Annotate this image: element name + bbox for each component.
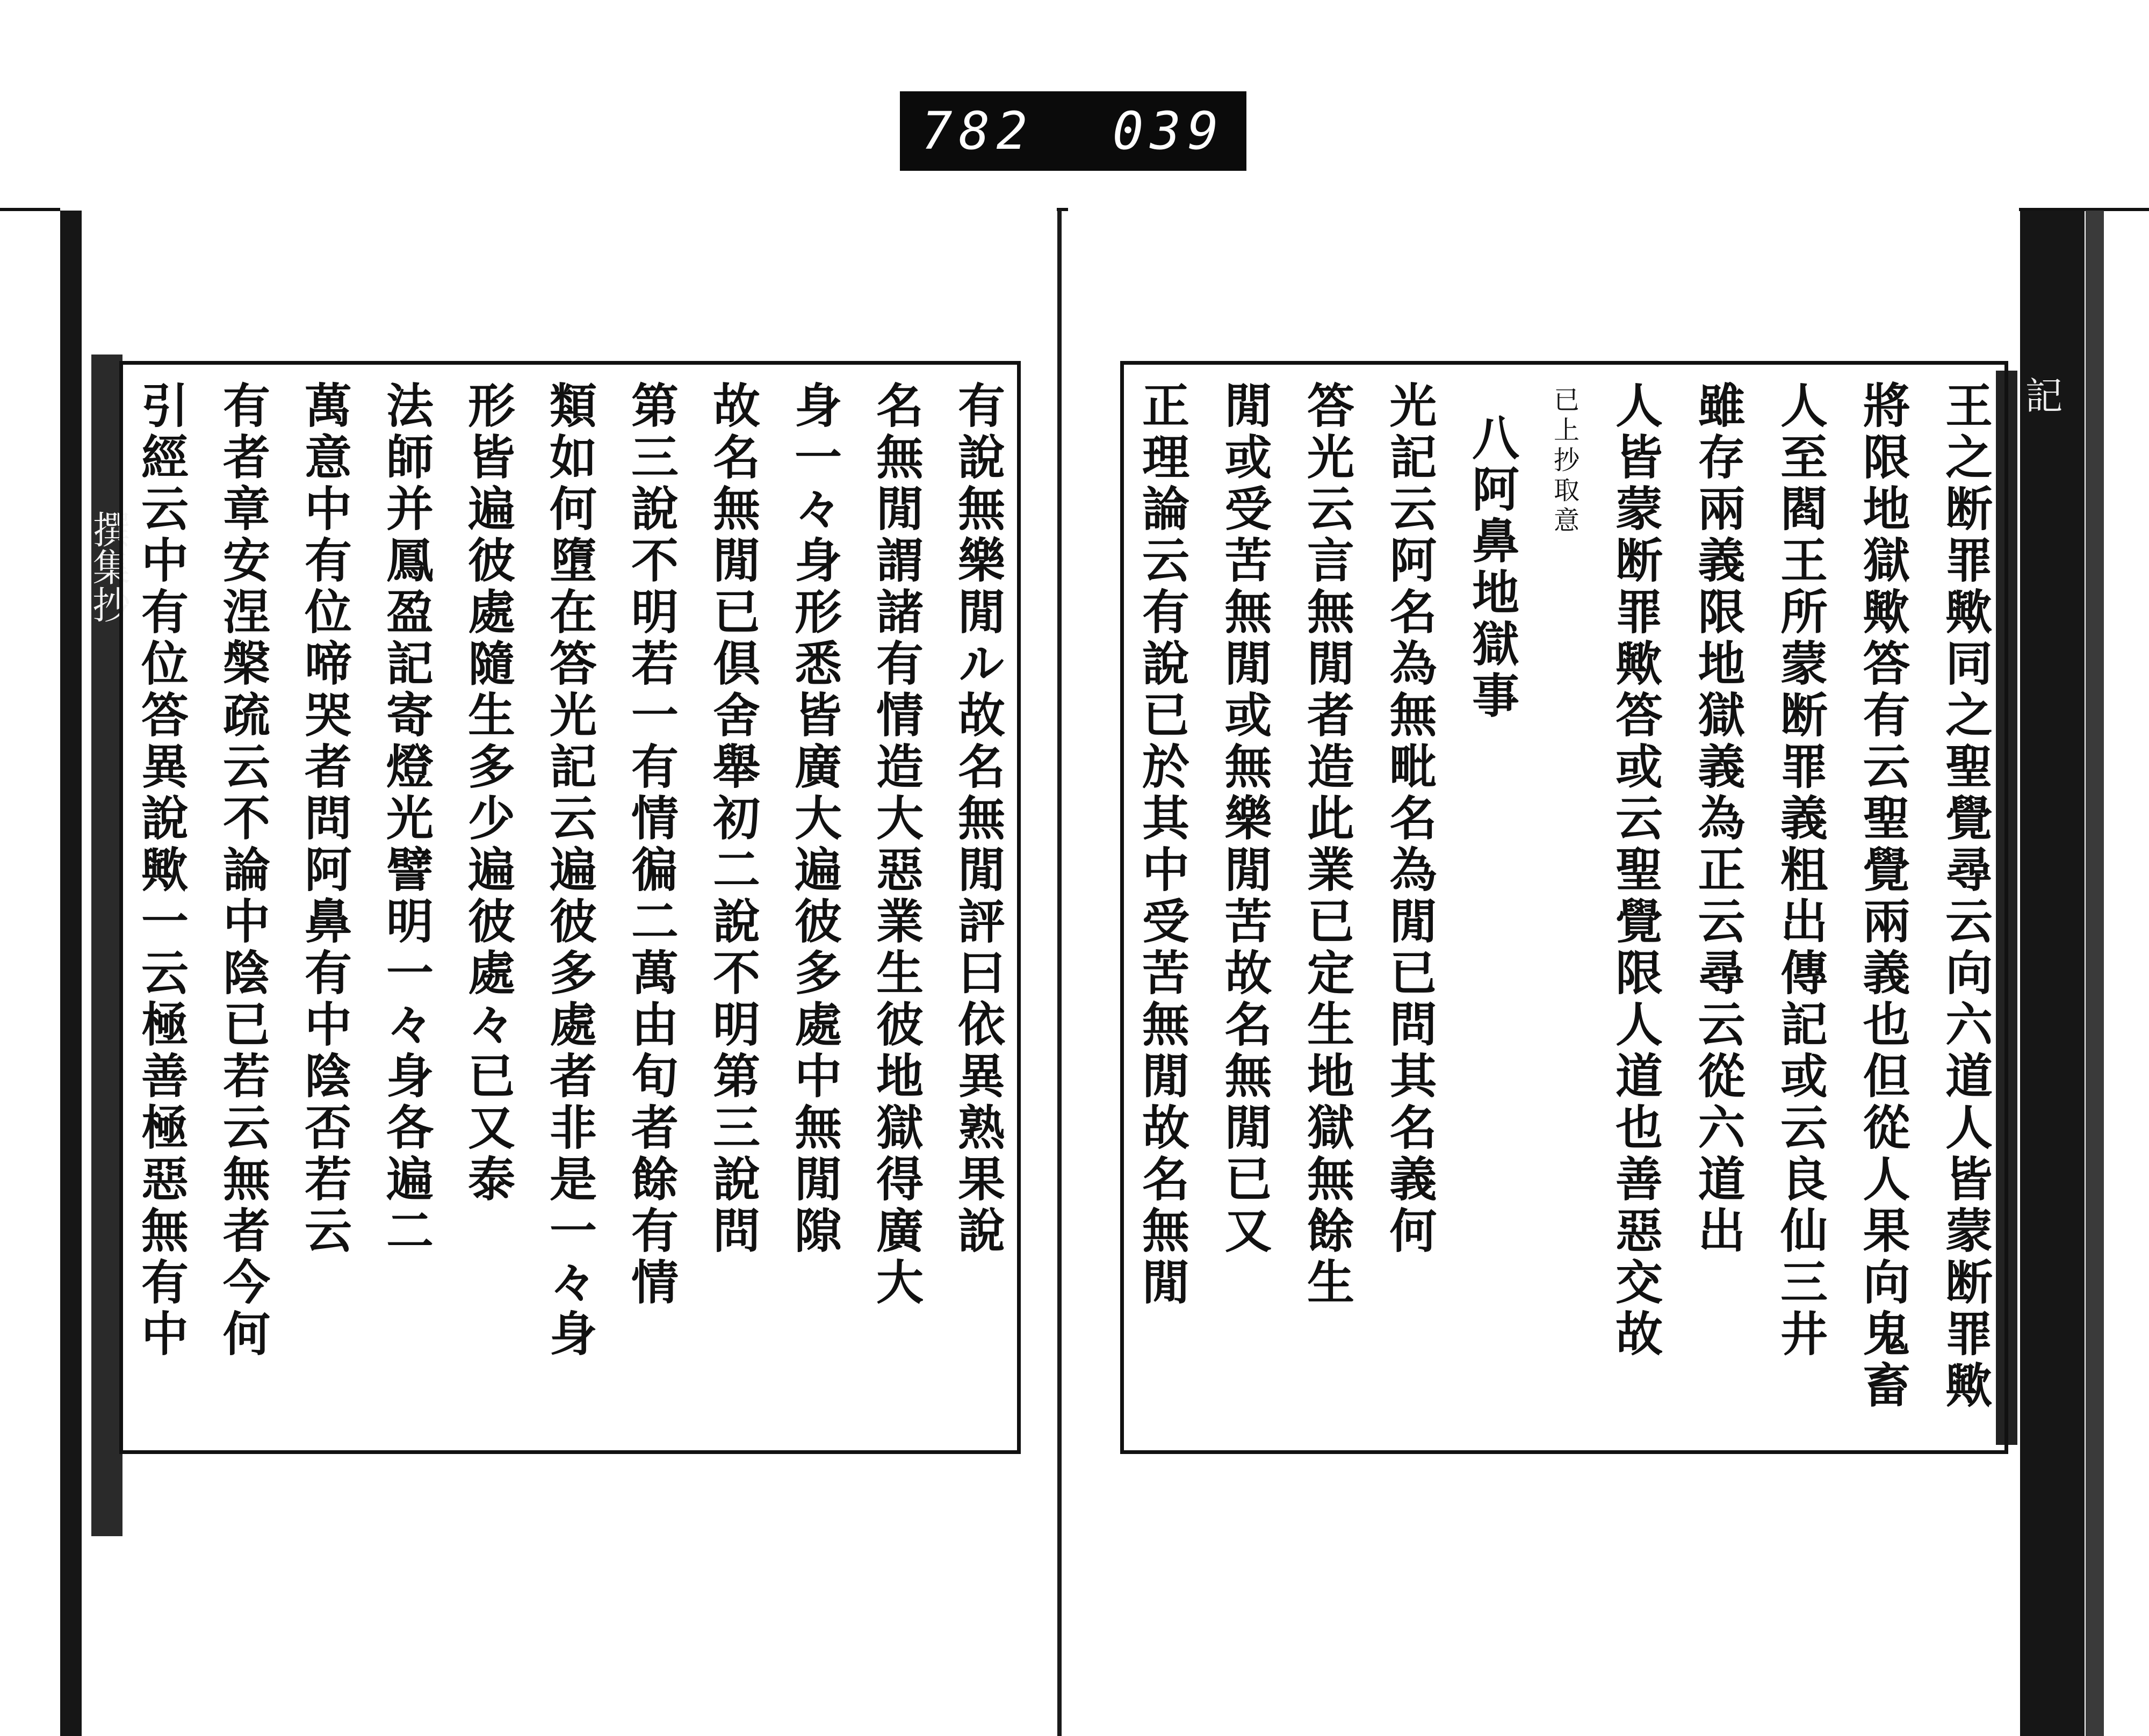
right-page-edge-stripe [2086, 211, 2104, 1736]
text-column: 正理論云有說已於其中受苦無閒故名無閒 [1135, 381, 1191, 1309]
section-heading: 八阿鼻地獄事 [1465, 413, 1520, 722]
film-label [900, 91, 1246, 171]
text-column: 有說無樂閒ル故名無閒評曰依異熟果說 [950, 381, 1006, 1257]
text-column: 萬意中有位啼哭者問阿鼻有中陰否若云 [297, 381, 353, 1257]
text-column: 有者章安涅槃疏云不論中陰已若云無者今何 [215, 381, 271, 1361]
text-column: 身一々身形悉皆廣大遍彼多處中無閒隙 [787, 381, 843, 1257]
text-column: 雖存兩義限地獄義為正云尋云從六道出 [1690, 381, 1747, 1257]
text-column: 引經云中有位答異說歟一云極善極惡無有中 [134, 381, 190, 1361]
text-column: 閒或受苦無閒或無樂閒苦故名無閒已又 [1217, 381, 1273, 1257]
right-page-edge [2020, 211, 2085, 1736]
text-column: 名無閒謂諸有情造大惡業生彼地獄得廣大 [869, 381, 925, 1309]
text-column: 人至閻王所蒙断罪義粗出傳記或云良仙三井 [1773, 381, 1829, 1361]
reel-number: 782 [921, 101, 1034, 161]
right-columns [1135, 381, 1994, 1434]
text-column: 答光云言無閒者造此業已定生地獄無餘生 [1300, 381, 1355, 1309]
text-column: 王之断罪歟同之聖覺尋云向六道人皆蒙断罪歟 [1938, 381, 1994, 1412]
text-column: 法師并鳳盈記寄燈光譬明一々身各遍二 [379, 381, 435, 1257]
text-column: 故名無閒已倶舍舉初二說不明第三說問 [705, 381, 761, 1257]
left-edge-text: 撰集抄 [86, 510, 131, 623]
frame-number: 039 [1112, 101, 1225, 161]
text-column: 第三說不明若一有情徧二萬由旬者餘有情 [624, 381, 680, 1309]
left-page-edge [60, 211, 82, 1736]
left-columns [134, 381, 1006, 1434]
text-column: 光記云阿名為無毗名為閒已問其名義何 [1382, 381, 1438, 1257]
left-text-block [119, 361, 1021, 1454]
right-edge-text: 記 [2019, 376, 2063, 414]
source-note: 已上抄取意 [1549, 386, 1580, 537]
text-column: 人皆蒙断罪歟答或云聖覺限人道也善惡交故 [1608, 381, 1664, 1361]
text-column: 將限地獄歟答有云聖覺兩義也但從人果向鬼畜 [1855, 381, 1912, 1412]
right-text-block [1120, 361, 2008, 1454]
book-spine [1057, 209, 1062, 1736]
text-column: 類如何墮在答光記云遍彼多處者非是一々身 [542, 381, 598, 1361]
text-column: 形皆遍彼處隨生多少遍彼處々已又泰 [460, 381, 516, 1206]
